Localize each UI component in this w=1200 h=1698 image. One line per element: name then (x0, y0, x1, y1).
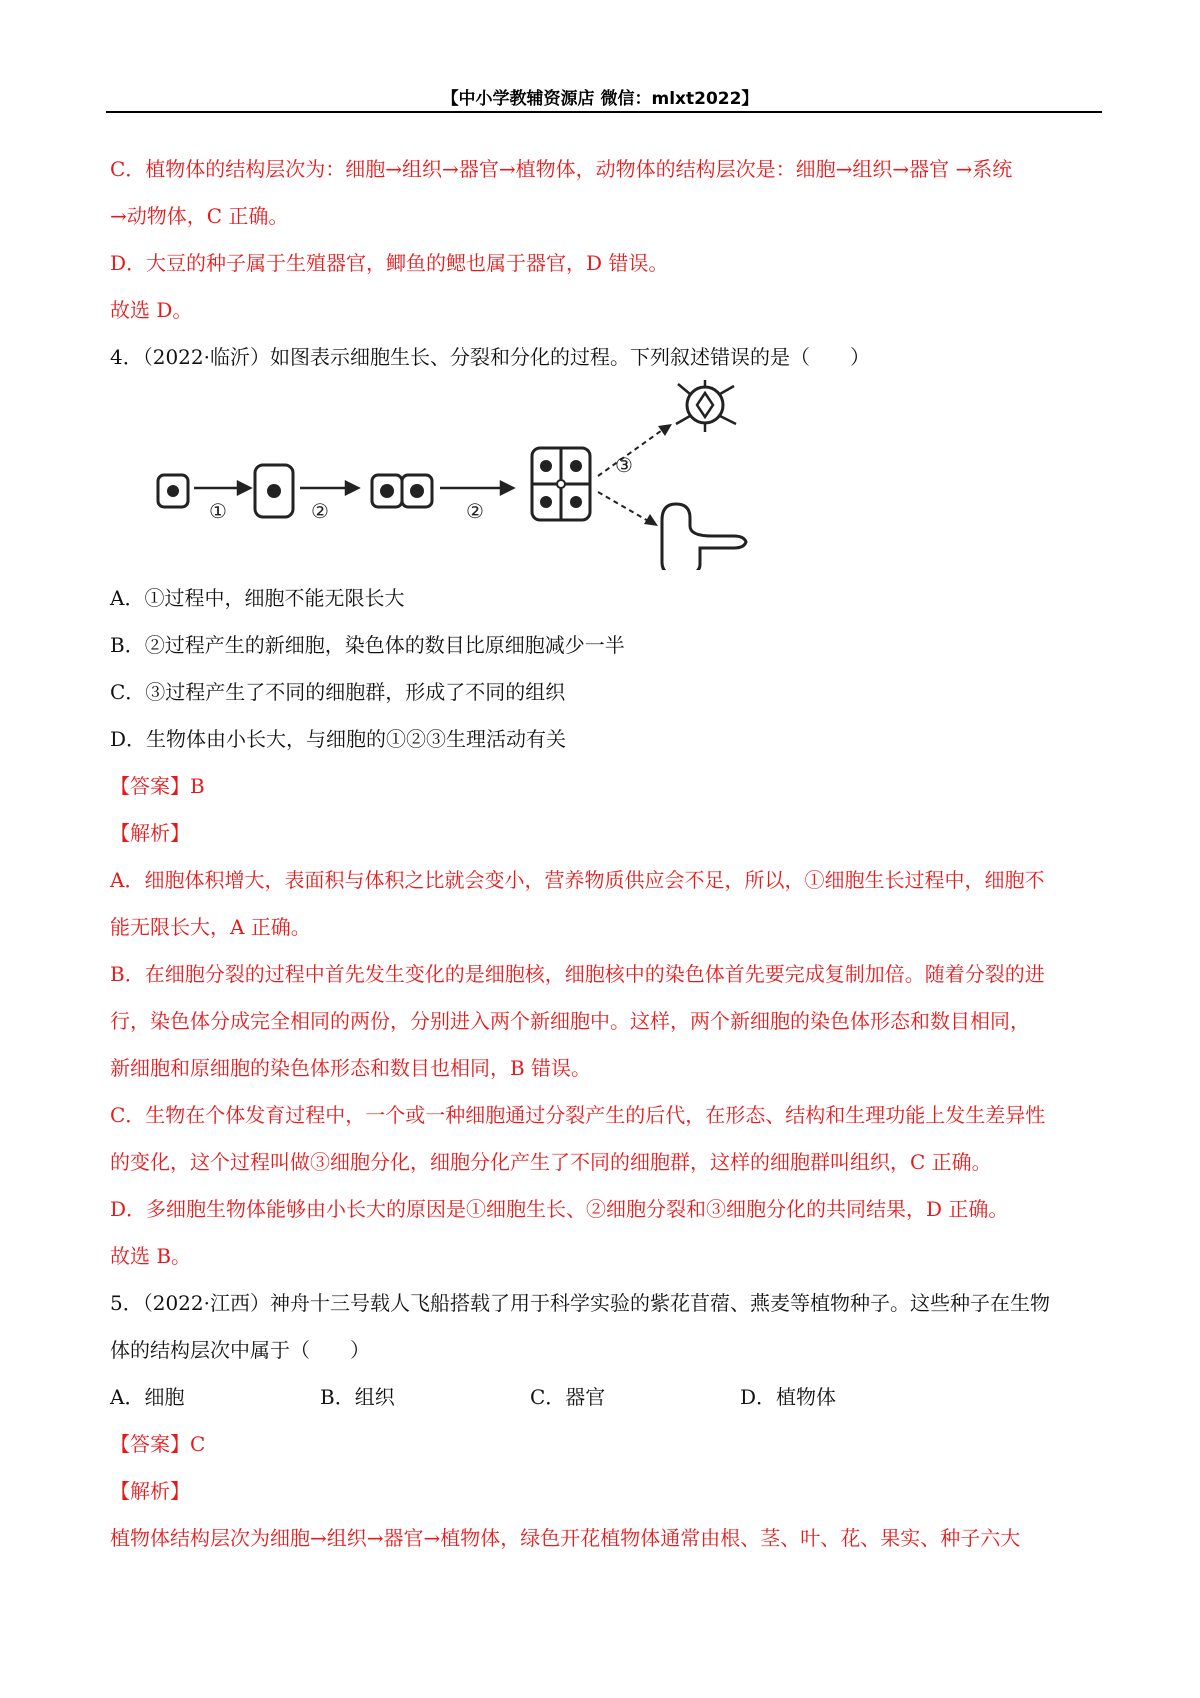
prev-choice: 故选 D。 (110, 298, 193, 322)
prev-analysis-d-line: D．大豆的种子属于生殖器官，鲫鱼的鳃也属于器官，D 错误。 (110, 251, 669, 275)
q4-analysis-line: C．生物在个体发育过程中，一个或一种细胞通过分裂产生的后代，在形态、结构和生理功能上发生差异性 (110, 1103, 1046, 1127)
q5-options (110, 1383, 1100, 1411)
q4-stem: 4．（2022·临沂）如图表示细胞生长、分裂和分化的过程。下列叙述错误的是（ ） (110, 345, 870, 369)
elongated-cell (662, 504, 746, 570)
q5-option-b: B．组织 (320, 1385, 395, 1409)
label-step-2b: ② (466, 499, 484, 523)
q4-answer: 【答案】B (110, 774, 205, 798)
label-step-1: ① (209, 499, 227, 523)
q5-option-d: D．植物体 (740, 1385, 837, 1409)
label-step-2a: ② (311, 499, 329, 523)
prev-analysis-c-line2: →动物体，C 正确。 (110, 204, 289, 228)
q4-option-c: C．③过程产生了不同的细胞群，形成了不同的组织 (110, 680, 566, 704)
q5-stem-line2: 体的结构层次中属于（ ） (110, 1338, 370, 1362)
q4-option-a: A．①过程中，细胞不能无限长大 (110, 586, 405, 610)
header-rule (106, 111, 1102, 113)
q5-analysis-title: 【解析】 (110, 1479, 190, 1503)
prev-analysis-c-line1: C．植物体的结构层次为：细胞→组织→器官→植物体，动物体的结构层次是：细胞→组织→器官 →系统 (110, 157, 1013, 181)
q4-analysis-line: B．在细胞分裂的过程中首先发生变化的是细胞核，细胞核中的染色体首先要完成复制加倍。随着分裂的进 (110, 962, 1045, 986)
q5-analysis-line1: 植物体结构层次为细胞→组织→器官→植物体，绿色开花植物体通常由根、茎、叶、花、果实、种子六大 (110, 1526, 1021, 1550)
label-step-3: ③ (615, 453, 633, 477)
cell-process-figure (150, 380, 810, 570)
q4-choice: 故选 B。 (110, 1244, 192, 1268)
q5-option-a: A．细胞 (110, 1385, 185, 1409)
q4-analysis-line: 行，染色体分成完全相同的两份，分别进入两个新细胞中。这样，两个新细胞的染色体形态和数目相同， (110, 1009, 1030, 1033)
q4-analysis-line: D．多细胞生物体能够由小长大的原因是①细胞生长、②细胞分裂和③细胞分化的共同结果，D 正确。 (110, 1197, 1009, 1221)
q4-analysis-line: A．细胞体积增大，表面积与体积之比就会变小，营养物质供应会不足，所以，①细胞生长过程中，细胞不 (110, 868, 1045, 892)
q4-analysis-line: 能无限长大，A 正确。 (110, 915, 311, 939)
q5-option-c: C．器官 (530, 1385, 606, 1409)
page-header: 【中小学教辅资源店 微信：mlxt2022】 (441, 89, 759, 109)
q4-analysis-title: 【解析】 (110, 821, 190, 845)
q4-option-b: B．②过程产生的新细胞，染色体的数目比原细胞减少一半 (110, 633, 625, 657)
q4-option-d: D．生物体由小长大，与细胞的①②③生理活动有关 (110, 727, 567, 751)
q4-analysis-line: 新细胞和原细胞的染色体形态和数目也相同，B 错误。 (110, 1056, 592, 1080)
q5-stem-line1: 5．（2022·江西）神舟十三号载人飞船搭载了用于科学实验的紫花苜蓿、燕麦等植物种子。这些种子在生物 (110, 1291, 1050, 1315)
q4-analysis-line: 的变化，这个过程叫做③细胞分化，细胞分化产生了不同的细胞群，这样的细胞群叫组织，C 正确。 (110, 1150, 992, 1174)
q5-answer: 【答案】C (110, 1432, 206, 1456)
